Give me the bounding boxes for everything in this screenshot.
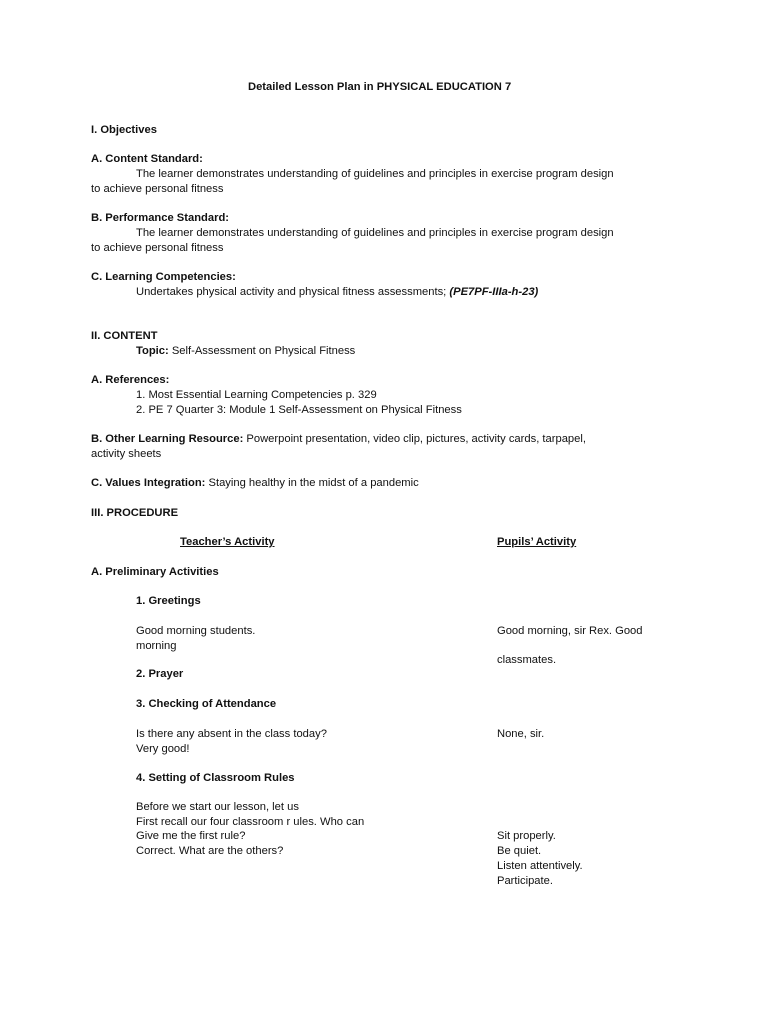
- pupils-activity-column-header: Pupils’ Activity: [497, 536, 577, 548]
- learning-competencies-text: [136, 285, 538, 299]
- prayer-heading: 2. Prayer: [136, 668, 184, 680]
- pupil-rule-4: Participate.: [497, 875, 553, 887]
- teacher-rules-line-4: Correct. What are the others?: [136, 845, 284, 857]
- other-resources-value-cont: activity sheets: [91, 448, 162, 460]
- competency-code: (PE7PF-IIIa-h-23): [449, 286, 539, 298]
- other-resources-value: Powerpoint presentation, video clip, pictures, activity cards, tarpapel,: [246, 433, 586, 445]
- performance-standard-text: The learner demonstrates understanding of guidelines and principles in exercise program design: [136, 227, 614, 239]
- reference-item-1: 1. Most Essential Learning Competencies p. 329: [136, 389, 377, 401]
- topic-line: [136, 344, 355, 358]
- preliminary-activities-heading: A. Preliminary Activities: [91, 566, 219, 578]
- attendance-heading: 3. Checking of Attendance: [136, 698, 277, 710]
- pupil-greeting-cont: classmates.: [497, 654, 557, 666]
- teacher-rules-line-1: Before we start our lesson, let us: [136, 801, 299, 813]
- content-standard-heading: A. Content Standard:: [91, 153, 203, 165]
- content-standard-text: The learner demonstrates understanding of guidelines and principles in exercise program design: [136, 168, 614, 180]
- other-resources-label: B. Other Learning Resource:: [91, 433, 244, 445]
- other-resources-line: [91, 432, 586, 446]
- teacher-greeting-cont: morning: [136, 640, 177, 652]
- learning-competencies-heading: C. Learning Competencies:: [91, 271, 236, 283]
- topic-value: Self-Assessment on Physical Fitness: [171, 345, 356, 357]
- teacher-activity-column-header: Teacher’s Activity: [180, 536, 275, 548]
- performance-standard-heading: B. Performance Standard:: [91, 212, 230, 224]
- learning-competencies-value: Undertakes physical activity and physical fitness assessments;: [136, 286, 447, 298]
- content-standard-text-cont: to achieve personal fitness: [91, 183, 224, 195]
- procedure-heading: III. PROCEDURE: [91, 507, 179, 519]
- performance-standard-text-cont: to achieve personal fitness: [91, 242, 224, 254]
- teacher-rules-line-2: First recall our four classroom r ules. Who can: [136, 816, 365, 828]
- pupil-attendance-answer: None, sir.: [497, 728, 545, 740]
- document-title: Detailed Lesson Plan in PHYSICAL EDUCATION 7: [248, 81, 512, 93]
- pupil-greeting: Good morning, sir Rex. Good: [497, 625, 643, 637]
- teacher-greeting: Good morning students.: [136, 625, 256, 637]
- content-heading: II. CONTENT: [91, 330, 158, 342]
- teacher-attendance-response: Very good!: [136, 743, 190, 755]
- reference-item-2: 2. PE 7 Quarter 3: Module 1 Self-Assessment on Physical Fitness: [136, 404, 462, 416]
- topic-label: Topic:: [136, 345, 169, 357]
- classroom-rules-heading: 4. Setting of Classroom Rules: [136, 772, 295, 784]
- teacher-attendance-question: Is there any absent in the class today?: [136, 728, 327, 740]
- values-integration-label: C. Values Integration:: [91, 477, 206, 489]
- teacher-rules-line-3: Give me the first rule?: [136, 830, 246, 842]
- pupil-rule-3: Listen attentively.: [497, 860, 583, 872]
- objectives-heading: I. Objectives: [91, 124, 157, 136]
- pupil-rule-1: Sit properly.: [497, 830, 556, 842]
- pupil-rule-2: Be quiet.: [497, 845, 542, 857]
- references-heading: A. References:: [91, 374, 170, 386]
- values-integration-value: Staying healthy in the midst of a pandemic: [208, 477, 419, 489]
- values-integration-line: [91, 476, 419, 490]
- greetings-heading: 1. Greetings: [136, 595, 201, 607]
